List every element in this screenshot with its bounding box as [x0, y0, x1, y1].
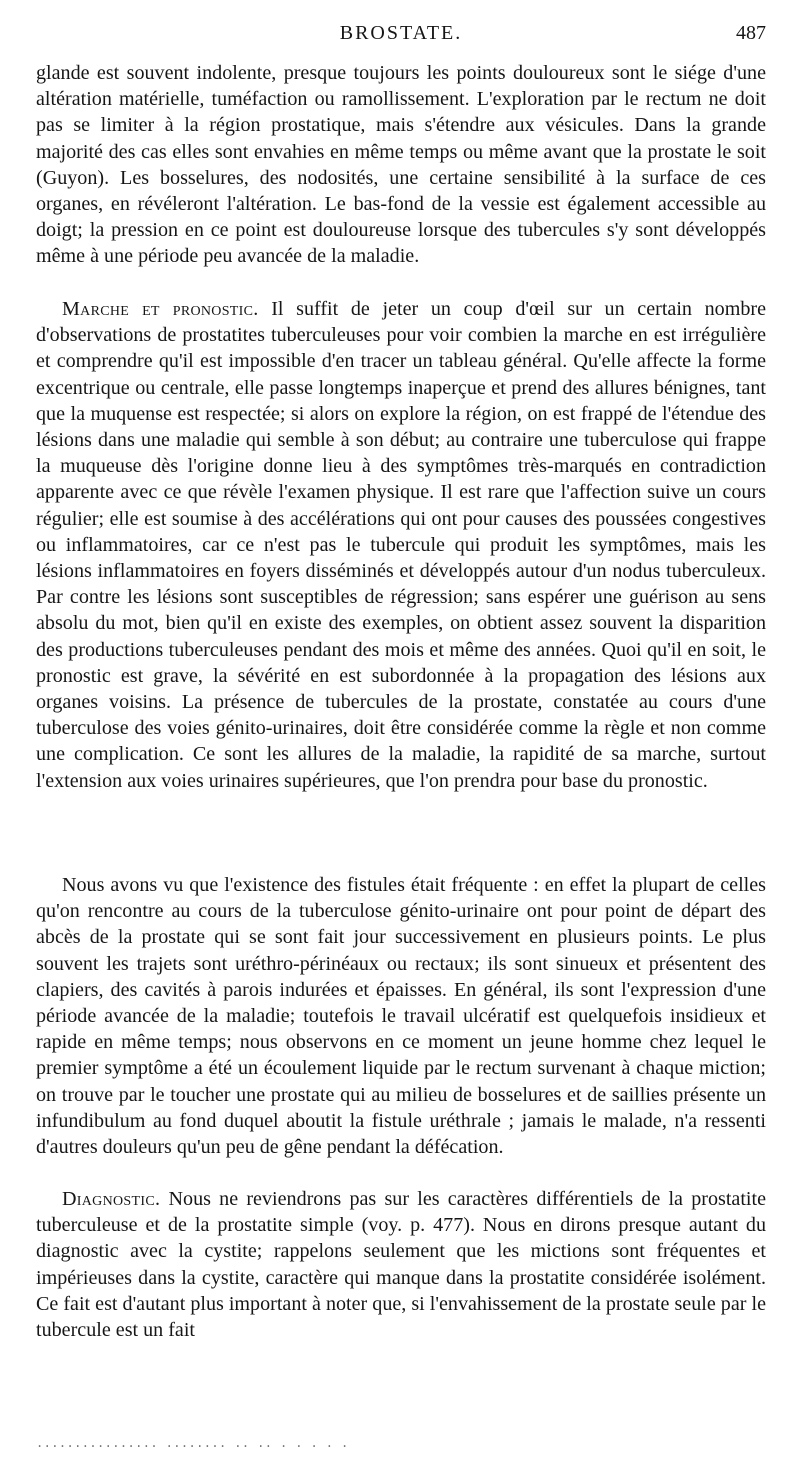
section-heading-marche-et-pronostic: Marche et pronostic.: [62, 298, 259, 320]
paragraph-text: Nous avons vu que l'existence des fistules était fréquente : en effet la plupart de celles qu'on rencontre au cours de la tuberculose génito-urinaire ont pour point de départ des abcès de la prostate qui se sont fait jour successivement en plusieurs points. Le plus souvent les trajets sont uréthro-périnéaux ou rectaux; ils sont sinueux et présentent des clapiers, des cavités à parois indurées et épaisses. En général, ils sont l'expression d'une période avancée de la maladie; toutefois le travail ulcératif est quelquefois insidieux et rapide en même temps; nous observons en ce moment un jeune homme chez lequel le premier symptôme a été un écoulement liquide par le rectum survenant à chaque miction; on trouve par le toucher une prostate qui au milieu de bosselures et de saillies présente un infundibulum au fond duquel aboutit la fistule uréthrale ; jamais le malade, n'a ressenti d'autres douleurs qu'un peu de gêne pendant la défécation.: [36, 874, 766, 1159]
paragraph-text: Nous ne reviendrons pas sur les caractères différentiels de la prostatite tuberculeuse et de la prostatite simple (voy. p. 477). Nous en dirons presque autant du diagnostic avec la cystite; rappelons seulement que les mictions sont fréquentes et impérieuses dans la cystite, caractère qui manque dans la prostatite considérée isolément. Ce fait est d'autant plus important à noter que, si l'envahissement de la prostate seule par le tubercule est un fait: [36, 1188, 766, 1342]
page-number: 487: [736, 22, 766, 44]
running-title: BROSTATE.: [339, 22, 463, 44]
paragraph-marche-et-pronostic: [36, 296, 766, 872]
paragraph-diagnostic: [36, 1186, 766, 1343]
body-text: [36, 60, 766, 1343]
running-head: [36, 22, 766, 52]
paragraph-fistules: [36, 872, 766, 1186]
paragraph-text: Il suffit de jeter un coup d'œil sur un certain nombre d'observations de prostatites tuberculeuses pour voir combien la marche en est irrégulière et comprendre qu'il est impossible d'en tracer un tableau général. Qu'elle affecte la forme excentrique ou centrale, elle passe longtemps inaperçue et prend des allures bénignes, tant que la muquense est respectée; si alors on explore la région, on est frappé de l'étendue des lésions dans une maladie qui semble à son début; au contraire une tuberculose qui frappe la muqueuse dès l'origine donne lieu à des symptômes très-marqués en contradiction apparente avec ce que révèle l'examen physique. Il est rare que l'affection suive un cours régulier; elle est soumise à des accélérations qui ont pour causes des poussées congestives ou inflammatoires, car ce n'est pas le tubercule qui produit les symptômes, mais les lésions inflammatoires en foyers disséminés et développés autour d'un nodus tuberculeux. Par contre les lésions sont susceptibles de régression; sans espérer une guérison au sens absolu du mot, bien qu'il en existe des exemples, on obtient assez souvent la disparition des productions tuberculeuses pendant des mois et même des années. Quoi qu'il en soit, le pronostic est grave, la sévérité en est subordonnée à la propagation des lésions aux organes voisins. La présence de tubercules de la prostate, constatée au cours d'une tuberculose des voies génito-urinaires, doit être considérée comme la règle et non comme une complication. Ce sont les allures de la maladie, la rapidité de sa marche, surtout l'extension aux voies urinaires supérieures, que l'on prendra pour base du pronostic.: [36, 298, 766, 792]
paragraph-text: glande est souvent indolente, presque toujours les points douloureux sont le siége d'une altération matérielle, tuméfaction ou ramollissement. L'exploration par le rectum ne doit pas se limiter à la région prostatique, mais s'étendre aux vésicules. Dans la grande majorité des cas elles sont envahies en même temps ou même avant que la prostate le soit (Guyon). Les bosselures, des nodosités, une certaine sensibilité à la surface de ces organes, en révéleront l'altération. Le bas-fond de la vessie est également accessible au doigt; la pression en ce point est douloureuse lorsque des tubercules s'y sont développés même à une période peu avancée de la maladie.: [36, 62, 766, 268]
section-heading-diagnostic: Diagnostic.: [62, 1188, 161, 1210]
footer-dotted-rule: ................ ........ .. .. . . . . .: [36, 1436, 349, 1450]
paragraph-symptoms-continued: [36, 60, 766, 296]
